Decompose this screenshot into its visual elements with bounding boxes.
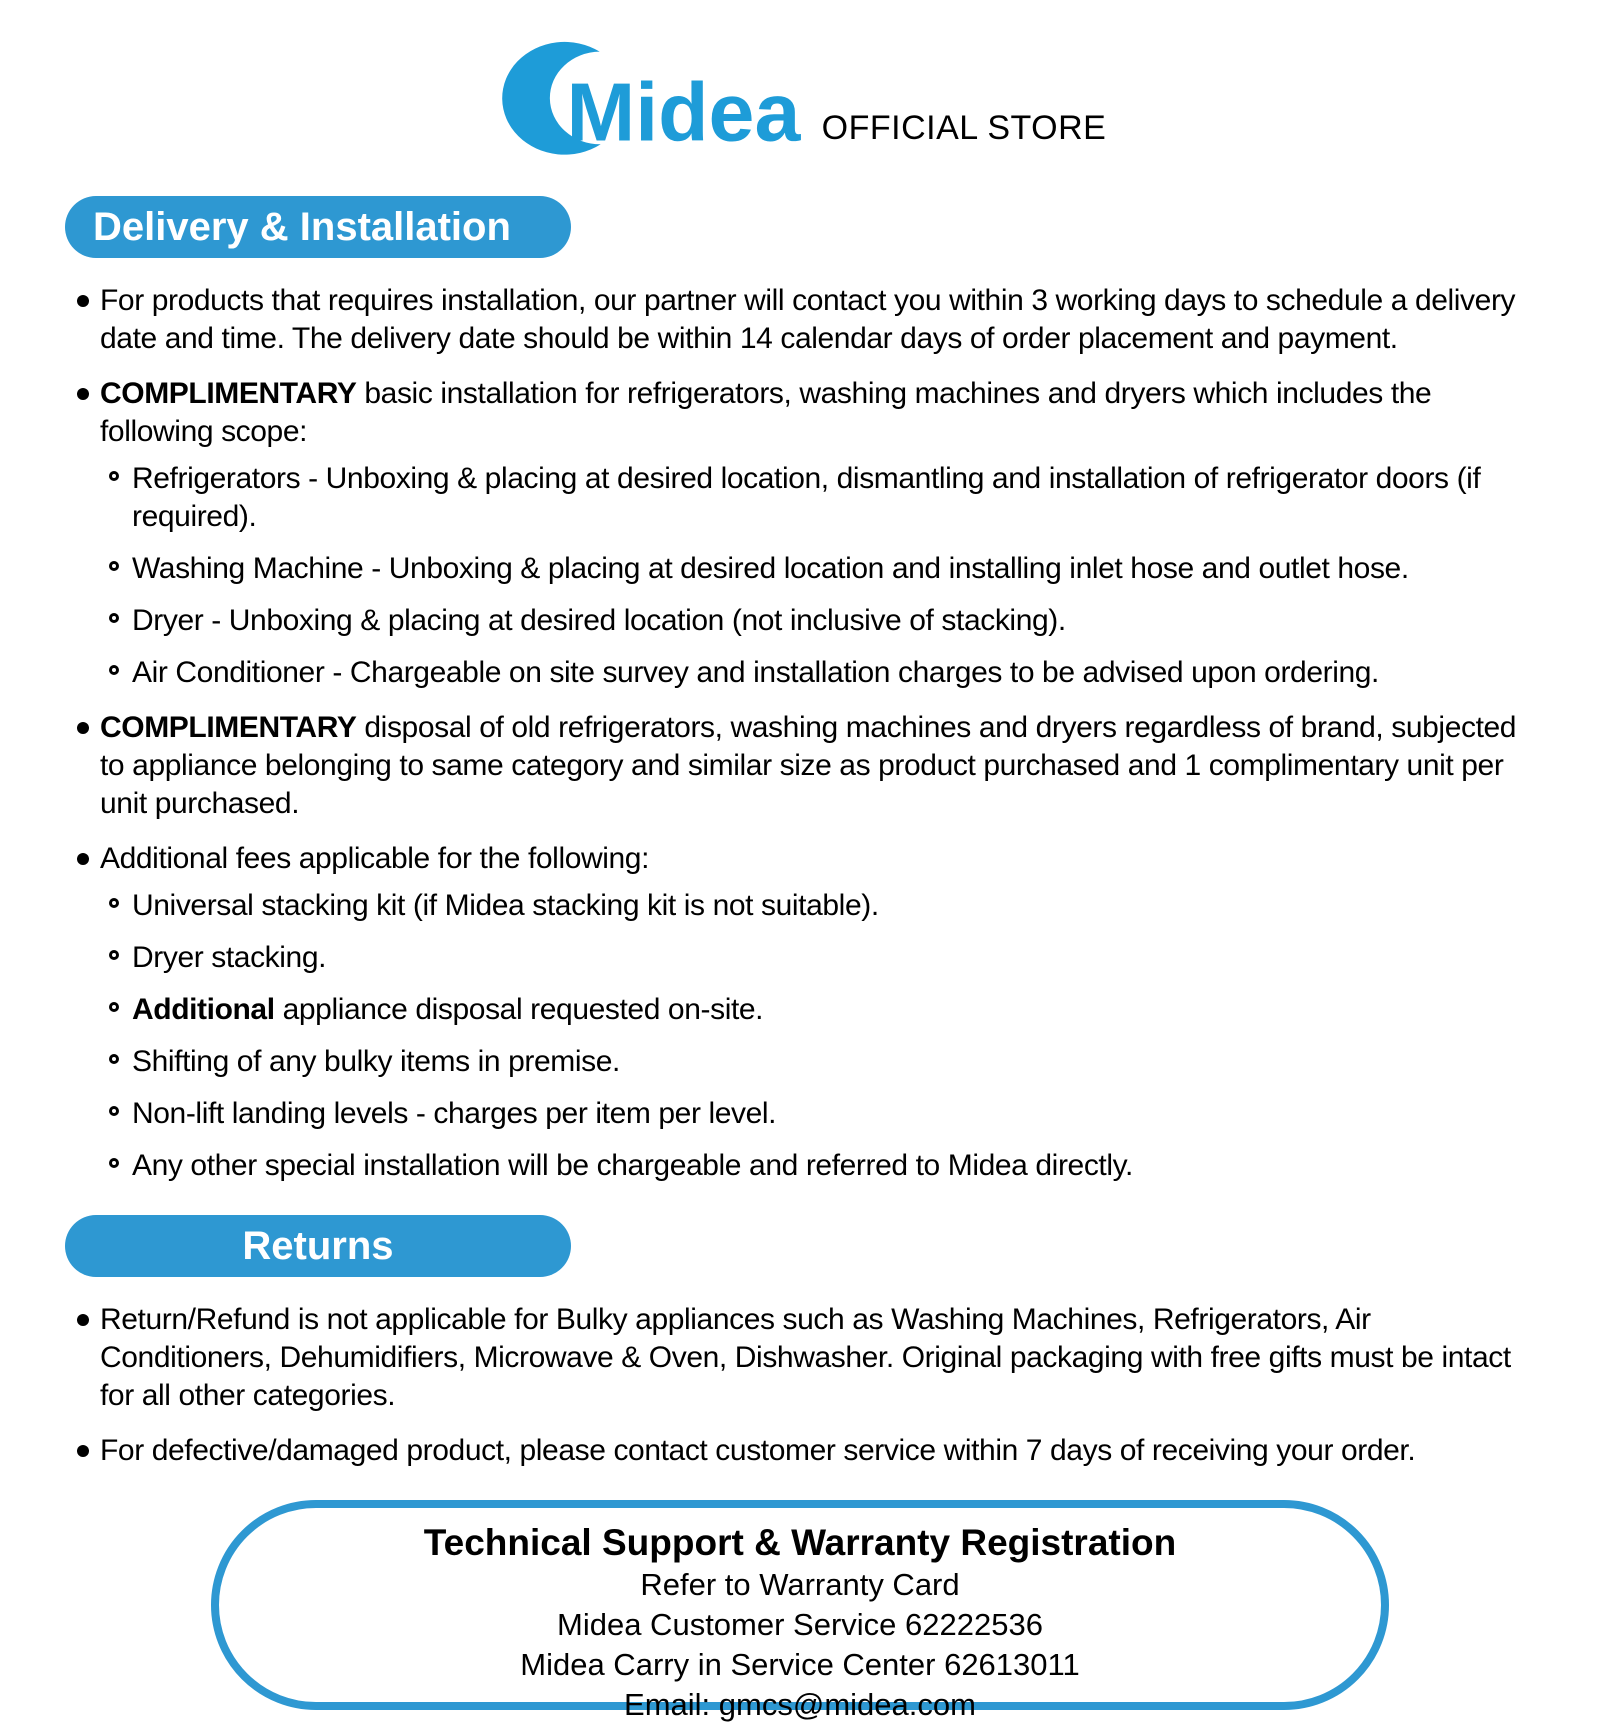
- support-line: Midea Customer Service 62222536: [557, 1607, 1043, 1642]
- sub-bullet-circle-icon: [109, 898, 119, 908]
- midea-logo: [494, 34, 801, 168]
- sub-bullet-circle-icon: [109, 1158, 119, 1168]
- bullet-dot-icon: [77, 388, 89, 400]
- section-title-returns: Returns: [65, 1215, 571, 1277]
- sub-bullet-text: Dryer - Unboxing & placing at desired location (not inclusive of stacking).: [132, 604, 1066, 637]
- sub-bullet-text: Refrigerators - Unboxing & placing at desired location, dismantling and installation of refrigerator doors (if required).: [132, 462, 1481, 533]
- sub-list-item: [100, 654, 1540, 692]
- list-item: [0, 1301, 1542, 1415]
- sub-bullet-text: Any other special installation will be chargeable and referred to Midea directly.: [132, 1149, 1133, 1182]
- section-title-delivery: Delivery & Installation: [65, 196, 571, 258]
- bullet-list: [0, 1301, 1600, 1470]
- sub-list-item: [100, 602, 1540, 640]
- sub-bullet-text: Non-lift landing levels - charges per item per level.: [132, 1097, 777, 1130]
- sub-list-item: [100, 550, 1540, 588]
- support-box-title: Technical Support & Warranty Registration: [423, 1522, 1177, 1563]
- official-store-label: OFFICIAL STORE: [821, 109, 1107, 147]
- bullet-dot-icon: [77, 853, 89, 865]
- bold-lead-text: Additional: [132, 993, 275, 1026]
- sub-bullet-text: Universal stacking kit (if Midea stacking kit is not suitable).: [132, 889, 879, 922]
- sub-list-item: [100, 460, 1540, 536]
- sub-bullet-list: [100, 460, 1540, 692]
- sub-bullet-circle-icon: [109, 1106, 119, 1116]
- bullet-text: COMPLIMENTARY disposal of old refrigerators, washing machines and dryers regardless of brand, subjected to appliance belonging to same category and similar size as product purchased and 1 complimentary unit per unit purchased.: [100, 711, 1517, 820]
- list-item: [0, 840, 1542, 1185]
- midea-wordmark: Midea: [566, 66, 801, 159]
- sub-bullet-circle-icon: [109, 561, 119, 571]
- sub-bullet-circle-icon: [109, 1054, 119, 1064]
- sub-bullet-text: Additional appliance disposal requested on-site.: [132, 993, 764, 1026]
- bullet-dot-icon: [77, 722, 89, 734]
- sub-bullet-circle-icon: [109, 613, 119, 623]
- brand-header: [0, 0, 1600, 168]
- bullet-text: For products that requires installation, our partner will contact you within 3 working days to schedule a delivery date and time. The delivery date should be within 14 calendar days of order placement and payment.: [100, 284, 1516, 355]
- sub-bullet-text: Washing Machine - Unboxing & placing at desired location and installing inlet hose and outlet hose.: [132, 552, 1409, 585]
- bullet-dot-icon: [77, 295, 89, 307]
- sub-bullet-circle-icon: [109, 1002, 119, 1012]
- bullet-text: Return/Refund is not applicable for Bulky appliances such as Washing Machines, Refrigerators, Air Conditioners, Dehumidifiers, Microwave & Oven, Dishwasher. Original packaging with free gifts must be intact for all other categories.: [100, 1303, 1511, 1412]
- bullet-text: For defective/damaged product, please contact customer service within 7 days of receiving your order.: [100, 1434, 1416, 1467]
- support-line: Refer to Warranty Card: [640, 1567, 960, 1602]
- bullet-text: Additional fees applicable for the following: Universal stacking kit (if Midea stacking kit is not suitable). Dryer stacking. Additional appliance disposal requested on-site. Shifting of any bulky items in premise. Non-lift landing levels - charges per item per level. Any other special installation will be chargeable and referred to Midea directly.: [100, 840, 1540, 1185]
- bullet-dot-icon: [77, 1445, 89, 1457]
- sub-list-item: [100, 1147, 1540, 1185]
- list-item: [0, 375, 1542, 692]
- sub-bullet-text: Air Conditioner - Chargeable on site survey and installation charges to be advised upon ordering.: [132, 656, 1379, 689]
- support-box: [211, 1500, 1389, 1722]
- bullet-dot-icon: [77, 1314, 89, 1326]
- bold-lead-text: COMPLIMENTARY: [100, 377, 357, 410]
- section-returns: [0, 1215, 1600, 1470]
- sub-list-item: [100, 887, 1540, 925]
- sub-list-item: [100, 991, 1540, 1029]
- support-line: Midea Carry in Service Center 62613011: [520, 1647, 1080, 1682]
- sub-list-item: [100, 1043, 1540, 1081]
- bold-lead-text: COMPLIMENTARY: [100, 711, 357, 744]
- section-delivery: [0, 196, 1600, 1185]
- sub-list-item: [100, 1095, 1540, 1133]
- sub-list-item: [100, 939, 1540, 977]
- support-line: Email: gmcs@midea.com: [624, 1687, 976, 1722]
- sub-bullet-text: Shifting of any bulky items in premise.: [132, 1045, 620, 1078]
- bullet-list: [0, 282, 1600, 1185]
- list-item: [0, 282, 1542, 358]
- list-item: [0, 709, 1542, 823]
- bullet-text: COMPLIMENTARY basic installation for refrigerators, washing machines and dryers which includes the following scope: Refrigerators - Unboxing & placing at desired location, dismantling and installation of refrigerator doors (if required). Washing Machine - Unboxing & placing at desired location and installing inlet hose and outlet hose. Dryer - Unboxing & placing at desired location (not inclusive of stacking). Air Conditioner - Chargeable on site survey and installation charges to be advised upon ordering.: [100, 375, 1540, 692]
- sub-bullet-circle-icon: [109, 950, 119, 960]
- sub-bullet-list: [100, 887, 1540, 1185]
- sub-bullet-circle-icon: [109, 471, 119, 481]
- support-box-lines: [520, 1565, 1079, 1725]
- policy-sections: [0, 196, 1600, 1470]
- sub-bullet-text: Dryer stacking.: [132, 941, 327, 974]
- list-item: [0, 1432, 1542, 1470]
- sub-bullet-circle-icon: [109, 665, 119, 675]
